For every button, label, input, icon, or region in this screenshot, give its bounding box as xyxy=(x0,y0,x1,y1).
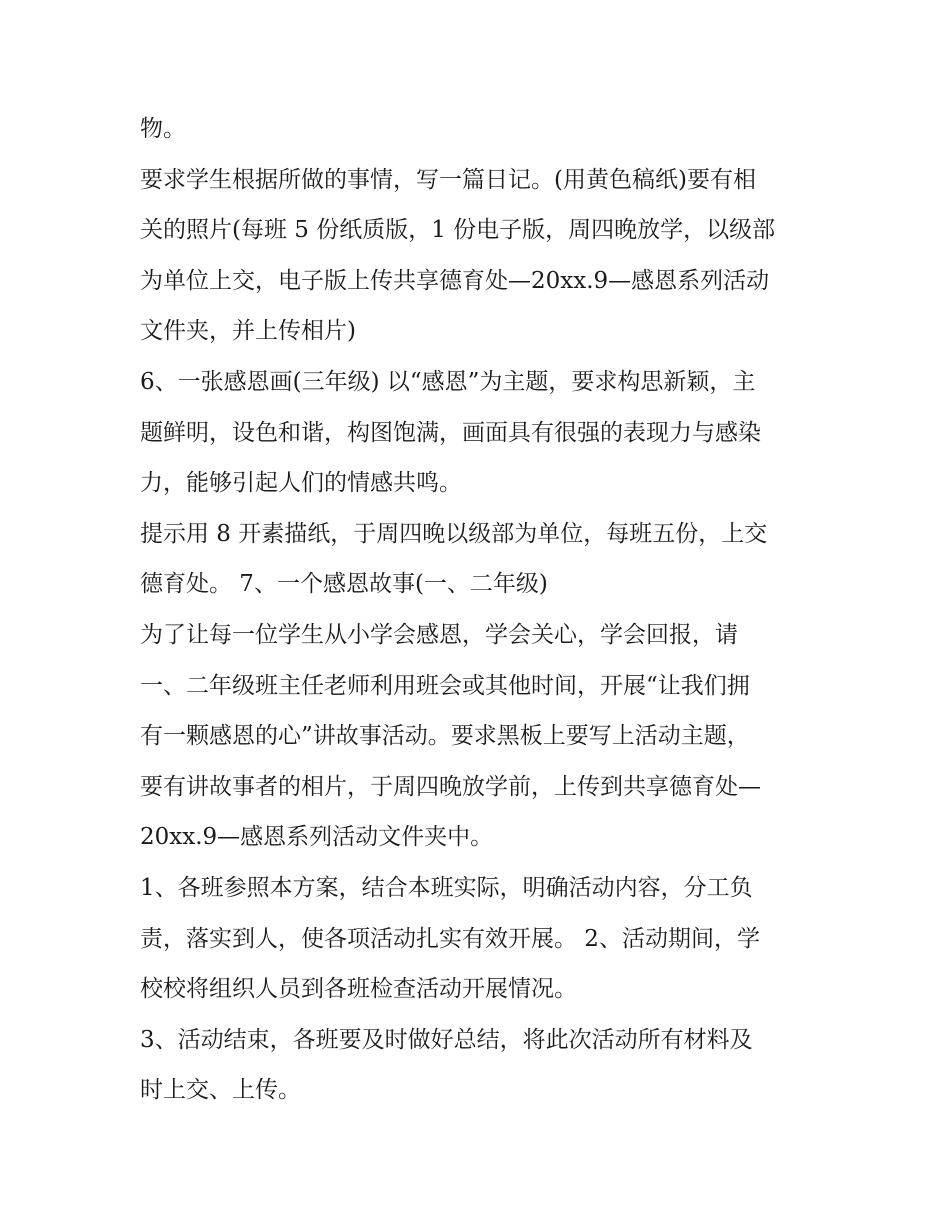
text-line: 德育处。 7、一个感恩故事(一、二年级) xyxy=(140,571,548,598)
text-line: 要有讲故事者的相片，于周四晚放学前，上传到共享德育处— xyxy=(140,773,761,800)
text-line: 责，落实到人，使各项活动扎实有效开展。 2、活动期间，学 xyxy=(140,925,760,952)
text-line: 校校将组织人员到各班检查活动开展情况。 xyxy=(140,976,577,1003)
text-line: 为了让每一位学生从小学会感恩，学会关心，学会回报，请 xyxy=(140,621,738,648)
text-line: 时上交、上传。 xyxy=(140,1077,301,1104)
text-line: 一、二年级班主任老师利用班会或其他时间，开展“让我们拥 xyxy=(140,672,750,699)
document-body xyxy=(140,104,820,1116)
text-line: 1、各班参照本方案，结合本班实际，明确活动内容，分工负 xyxy=(140,874,753,901)
text-line: 20xx.9—感恩系列活动文件夹中。 xyxy=(140,824,494,851)
text-line: 提示用 8 开素描纸，于周四晚以级部为单位，每班五份，上交 xyxy=(140,520,768,547)
text-line: 要求学生根据所做的事情，写一篇日记。(用黄色稿纸)要有相 xyxy=(140,166,756,193)
text-line: 题鲜明，设色和谐，构图饱满，画面具有很强的表现力与感染 xyxy=(140,419,761,446)
text-line: 物。 xyxy=(140,116,186,142)
text-line: 为单位上交，电子版上传共享德育处—20xx.9—感恩系列活动 xyxy=(140,267,770,294)
text-line: 有一颗感恩的心”讲故事活动。要求黑板上要写上活动主题， xyxy=(140,723,750,750)
text-line: 力，能够引起人们的情感共鸣。 xyxy=(140,470,462,497)
text-line: 3、活动结束，各班要及时做好总结，将此次活动所有材料及 xyxy=(140,1026,753,1053)
text-line: 关的照片(每班 5 份纸质版，1 份电子版，周四晚放学，以级部 xyxy=(140,217,776,244)
text-line: 文件夹，并上传相片) xyxy=(140,318,356,345)
text-line: 6、一张感恩画(三年级) 以“感恩”为主题，要求构思新颖，主 xyxy=(140,368,756,395)
